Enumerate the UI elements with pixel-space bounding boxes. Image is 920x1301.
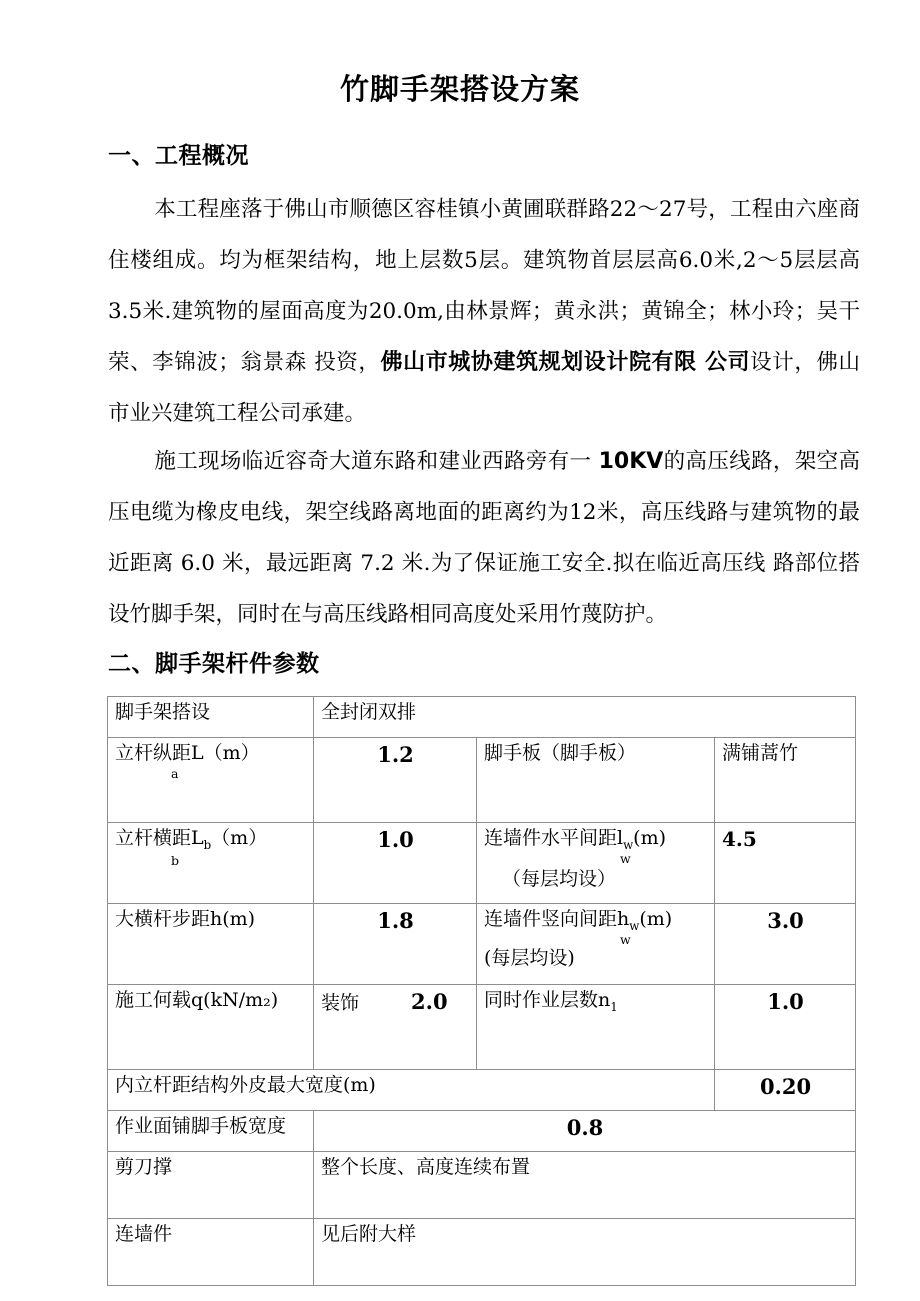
label-inline-subscript-w: w: [629, 918, 640, 933]
label-text-pre: 连墙件水平间距l: [484, 827, 624, 849]
cell-pole-longitudinal-spacing-value: 1.2: [314, 738, 477, 823]
cell-wall-tie-label: 连墙件: [108, 1219, 314, 1286]
label-text-pre: 连墙件竖向间距h: [484, 908, 630, 930]
paragraph-1-part-1: 本工程座落于佛山市顺德区容桂镇小黄圃联群路22〜27号，工程由六座商住楼组成。均为框架结构，地上层数5层。建筑物首层层高6.0米,2〜5层层高3.5米.建筑物的屋面高度为20.0m,由林景辉；黄永洪；黄锦全；林小玲；吴干荣、李锦波；翁景森 投资，: [108, 197, 860, 375]
label-note-each-floor: (每层均设): [484, 947, 575, 970]
cell-ledger-step-label: 大横杆步距h(m): [108, 904, 314, 985]
label-text: 立杆纵距L（m）: [115, 742, 260, 764]
label-inline-subscript-1: 1: [610, 999, 618, 1014]
cell-pole-transverse-spacing-label: [108, 823, 314, 904]
label-note-each-floor: （每层均设）: [502, 868, 617, 891]
cell-cross-brace-label: 剪刀撑: [108, 1152, 314, 1219]
load-type-label: 装饰: [321, 992, 360, 1014]
label-subscript-a: a: [171, 765, 179, 781]
table-row: [108, 985, 856, 1070]
cell-simultaneous-layers-value: 1.0: [715, 985, 856, 1070]
cell-pole-transverse-spacing-value: 1.0: [314, 823, 477, 904]
cell-wall-tie-horizontal-value: 4.5: [715, 823, 856, 904]
table-row: [108, 697, 856, 738]
cell-construction-load-label: 施工何载q(kN/m₂): [108, 985, 314, 1070]
cell-scaffold-board-value: 满铺蒿竹: [715, 738, 856, 823]
label-subscript-b: b: [171, 852, 180, 868]
section-heading-1: 一、工程概况: [108, 143, 249, 169]
paragraph-1-bold-company: 佛山市城协建筑规划设计院有限 公司: [380, 350, 751, 375]
section-heading-2: 二、脚手架杆件参数: [108, 651, 320, 677]
label-inline-subscript-w: w: [623, 837, 634, 852]
cell-simultaneous-layers-label: [477, 985, 715, 1070]
paragraph-1-part-2: 设计，佛山市业兴建筑工程公司承建。: [108, 350, 860, 426]
label-text-post: （m）: [211, 827, 268, 849]
cell-wall-tie-value: 见后附大样: [314, 1219, 856, 1286]
label-text-pre: 同时作业层数n: [484, 989, 611, 1011]
cell-scaffold-board-label: 脚手板（脚手板）: [477, 738, 715, 823]
paragraph-2-part-1: 施工现场临近容奇大道东路和建业西路旁有一: [154, 449, 599, 474]
cell-working-board-width-label: 作业面铺脚手板宽度: [108, 1111, 314, 1152]
cell-ledger-step-value: 1.8: [314, 904, 477, 985]
cell-scaffold-type-value: 全封闭双排: [314, 697, 856, 738]
cell-construction-load-value: [314, 985, 477, 1070]
table-row: [108, 1152, 856, 1219]
table-row: [108, 904, 856, 985]
scaffold-parameters-table: [107, 696, 856, 1286]
cell-wall-tie-horizontal-label: [477, 823, 715, 904]
document-title: 竹脚手架搭设方案: [339, 72, 580, 106]
table-row: [108, 1111, 856, 1152]
paragraph-site-conditions: [108, 436, 860, 640]
label-text-pre: 立杆横距L: [115, 827, 204, 849]
cell-working-board-width-value: 0.8: [314, 1111, 856, 1152]
paragraph-project-overview: [108, 184, 860, 439]
table-row: [108, 738, 856, 823]
label-text-post: (m): [633, 827, 666, 849]
cell-inner-pole-max-width-label: 内立杆距结构外皮最大宽度(m): [108, 1070, 715, 1111]
label-inline-subscript-b: b: [203, 837, 212, 852]
cell-inner-pole-max-width-value: 0.20: [715, 1070, 856, 1111]
table-row: [108, 1070, 856, 1111]
label-subscript-w: w: [620, 850, 631, 866]
table-row: [108, 823, 856, 904]
paragraph-2-bold-voltage: 10KV: [598, 449, 664, 474]
cell-cross-brace-value: 整个长度、高度连续布置: [314, 1152, 856, 1219]
paragraph-2-part-2: 的高压线路，架空高压电缆为橡皮电线，架空线路离地面的距离约为12米，高压线路与建筑物的最近距离 6.0 米，最远距离 7.2 米.为了保证施工安全.拟在临近高压线 路部位搭设竹脚手架，同时在与高压线路相同高度处采用竹蔑防护。: [108, 449, 860, 627]
cell-wall-tie-vertical-label: [477, 904, 715, 985]
label-subscript-w: w: [620, 931, 631, 947]
load-value: 2.0: [411, 989, 448, 1014]
label-text-post: (m): [639, 908, 673, 930]
cell-wall-tie-vertical-value: 3.0: [715, 904, 856, 985]
cell-pole-longitudinal-spacing-label: [108, 738, 314, 823]
table-row: [108, 1219, 856, 1286]
cell-scaffold-type-label: 脚手架搭设: [108, 697, 314, 738]
